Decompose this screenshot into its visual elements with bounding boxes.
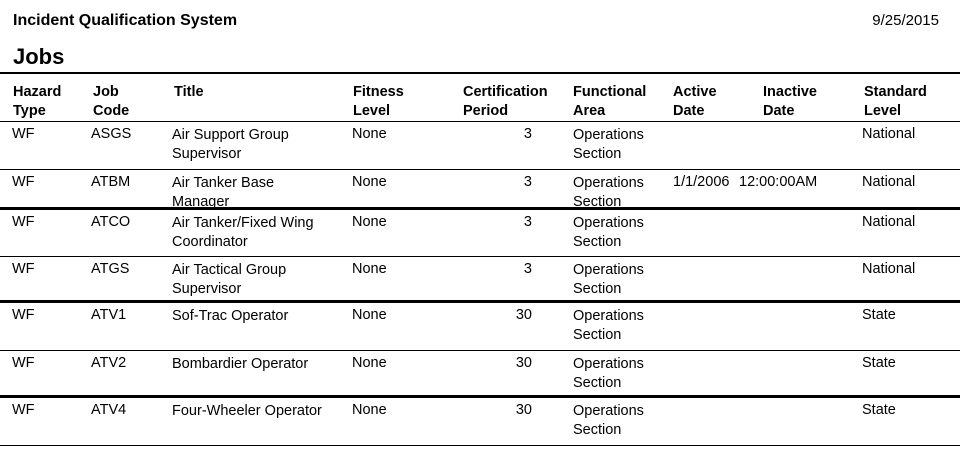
- job-code-cell: ATV1: [91, 307, 127, 323]
- job-code-cell: ASGS: [91, 126, 132, 142]
- job-code-cell: ATV2: [91, 355, 127, 371]
- period-cell: 3: [523, 126, 532, 142]
- page-title: Jobs: [13, 44, 65, 69]
- functional-area-cell: Operations Section: [573, 175, 644, 210]
- hazard-cell: WF: [12, 174, 35, 190]
- hazard-cell: WF: [12, 307, 35, 323]
- functional-area-cell: Operations Section: [573, 215, 644, 250]
- period-cell: 3: [523, 261, 532, 277]
- table-row: [0, 303, 960, 351]
- job-code-cell: ATV4: [91, 402, 127, 418]
- table-row: [0, 351, 960, 398]
- functional-area-cell: Operations Section: [573, 127, 644, 162]
- title-cell: Air Tactical Group Supervisor: [172, 262, 287, 297]
- col-header-job-code: Job Code: [93, 84, 130, 119]
- hazard-cell: WF: [12, 355, 35, 371]
- col-header-fitness-level: Fitness Level: [353, 84, 404, 119]
- standard-level-cell: National: [862, 214, 916, 230]
- hazard-cell: WF: [12, 402, 35, 418]
- fitness-cell: None: [352, 126, 387, 142]
- col-header-functional-area: Functional Area: [573, 84, 647, 119]
- functional-area-cell: Operations Section: [573, 262, 644, 297]
- title-cell: Sof-Trac Operator: [172, 308, 289, 324]
- standard-level-cell: National: [862, 126, 916, 142]
- period-cell: 30: [515, 402, 532, 418]
- table-row: [0, 257, 960, 303]
- fitness-cell: None: [352, 355, 387, 371]
- period-cell: 3: [523, 214, 532, 230]
- report-date: 9/25/2015: [872, 12, 939, 29]
- table-row: [0, 170, 960, 210]
- col-header-inactive-date: Inactive Date: [763, 84, 817, 119]
- col-header-standard-level: Standard Level: [864, 84, 927, 119]
- standard-level-cell: State: [862, 402, 896, 418]
- standard-level-cell: State: [862, 355, 896, 371]
- fitness-cell: None: [352, 174, 387, 190]
- table-header: [0, 72, 960, 122]
- period-cell: 3: [523, 174, 532, 190]
- jobs-table: [0, 72, 960, 446]
- col-header-hazard-type: Hazard Type: [13, 84, 62, 119]
- standard-level-cell: National: [862, 174, 916, 190]
- hazard-cell: WF: [12, 261, 35, 277]
- hazard-cell: WF: [12, 214, 35, 230]
- table-row: [0, 122, 960, 170]
- title-cell: Air Tanker/Fixed Wing Coordinator: [172, 215, 314, 250]
- inactive-date-cell: 12:00:00AM: [739, 174, 818, 190]
- functional-area-cell: Operations Section: [573, 356, 644, 391]
- fitness-cell: None: [352, 307, 387, 323]
- hazard-cell: WF: [12, 126, 35, 142]
- period-cell: 30: [515, 355, 532, 371]
- active-date-cell: 1/1/2006: [673, 174, 730, 190]
- standard-level-cell: National: [862, 261, 916, 277]
- fitness-cell: None: [352, 402, 387, 418]
- job-code-cell: ATCO: [91, 214, 131, 230]
- col-header-title: Title: [174, 84, 204, 100]
- col-header-certification-period: Certification Period: [463, 84, 548, 119]
- fitness-cell: None: [352, 214, 387, 230]
- app-title: Incident Qualification System: [13, 12, 238, 29]
- col-header-active-date: Active Date: [673, 84, 717, 119]
- table-row: [0, 398, 960, 446]
- functional-area-cell: Operations Section: [573, 403, 644, 438]
- standard-level-cell: State: [862, 307, 896, 323]
- title-cell: Air Support Group Supervisor: [172, 127, 289, 162]
- title-cell: Bombardier Operator: [172, 356, 309, 372]
- table-row: [0, 210, 960, 257]
- job-code-cell: ATGS: [91, 261, 130, 277]
- functional-area-cell: Operations Section: [573, 308, 644, 343]
- title-cell: Air Tanker Base Manager: [172, 175, 275, 210]
- job-code-cell: ATBM: [91, 174, 131, 190]
- period-cell: 30: [515, 307, 532, 323]
- fitness-cell: None: [352, 261, 387, 277]
- title-cell: Four-Wheeler Operator: [172, 403, 322, 419]
